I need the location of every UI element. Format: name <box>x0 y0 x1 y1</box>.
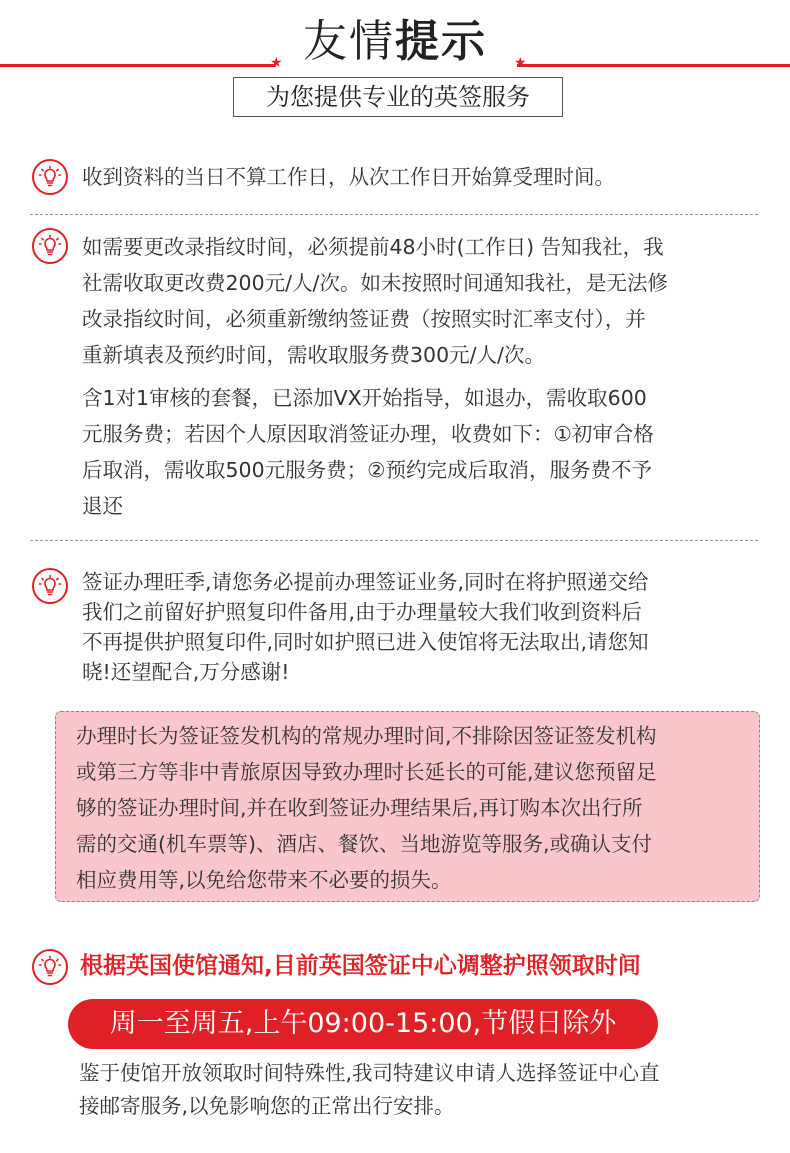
lightbulb-icon <box>32 159 68 195</box>
note-peak-season <box>82 567 772 687</box>
star-icon: ★ <box>514 55 527 71</box>
pickup-hours-badge: 周一至周五,上午09:00-15:00,节假日除外 <box>68 999 658 1049</box>
page-title <box>0 12 790 72</box>
text-line: 元服务费；若因个人原因取消签证办理，收费如下：①初审合格 <box>82 422 654 446</box>
text-line: 退还 <box>82 494 123 518</box>
text-line: 后取消，需收取500元服务费；②预约完成后取消，服务费不予 <box>82 458 653 482</box>
note-receipt <box>82 159 772 195</box>
text-line: 鉴于使馆开放领取时间特殊性,我司特建议申请人选择签证中心直 <box>79 1061 660 1085</box>
text-line: 或第三方等非中青旅原因导致办理时长延长的可能,建议您预留足 <box>76 760 657 784</box>
divider <box>30 214 758 215</box>
title-bold: 提示 <box>395 16 487 67</box>
text-line: 我们之前留好护照复印件备用,由于办理量较大我们收到资料后 <box>82 600 643 624</box>
text-line: 办理时长为签证签发机构的常规办理时间,不排除因签证签发机构 <box>76 724 657 748</box>
text-line: 够的签证办理时间,并在收到签证办理结果后,再订购本次出行所 <box>76 796 643 820</box>
text-line: 晓!还望配合,万分感谢! <box>82 660 290 684</box>
lightbulb-icon <box>32 949 68 985</box>
processing-time-box <box>55 711 760 902</box>
pickup-advice <box>79 1057 769 1123</box>
text-line: 含1对1审核的套餐，已添加VX开始指导，如退办，需收取600 <box>82 386 647 410</box>
text-line: 不再提供护照复印件,同时如护照已进入使馆将无法取出,请您知 <box>82 630 649 654</box>
text-line: 接邮寄服务,以免影响您的正常出行安排。 <box>79 1094 455 1118</box>
text-line: 改录指纹时间，必须重新缴纳签证费（按照实时汇率支付），并 <box>82 307 646 331</box>
subtitle-box: 为您提供专业的英签服务 <box>233 77 563 117</box>
text-line: 重新填表及预约时间，需收取服务费300元/人/次。 <box>82 343 545 367</box>
title-light: 友情 <box>303 16 395 67</box>
text-line: 需的交通(机车票等)、酒店、餐饮、当地游览等服务,或确认支付 <box>76 832 653 856</box>
processing-time-text <box>76 718 766 898</box>
pickup-headline: 根据英国使馆通知,目前英国签证中心调整护照领取时间 <box>80 953 641 979</box>
text-line: 签证办理旺季,请您务必提前办理签证业务,同时在将护照递交给 <box>82 570 649 594</box>
lightbulb-icon <box>32 228 68 264</box>
note-fingerprint <box>82 229 772 373</box>
lightbulb-icon <box>32 568 68 604</box>
text-line: 如需要更改录指纹时间，必须提前48小时(工作日) 告知我社，我 <box>82 235 664 259</box>
note-cancellation <box>82 380 772 524</box>
text-line: 收到资料的当日不算工作日，从次工作日开始算受理时间。 <box>82 165 615 189</box>
star-icon: ★ <box>270 55 283 71</box>
text-line: 社需收取更改费200元/人/次。如未按照时间通知我社，是无法修 <box>82 271 668 295</box>
text-line: 相应费用等,以免给您带来不必要的损失。 <box>76 868 452 892</box>
divider <box>30 540 758 541</box>
